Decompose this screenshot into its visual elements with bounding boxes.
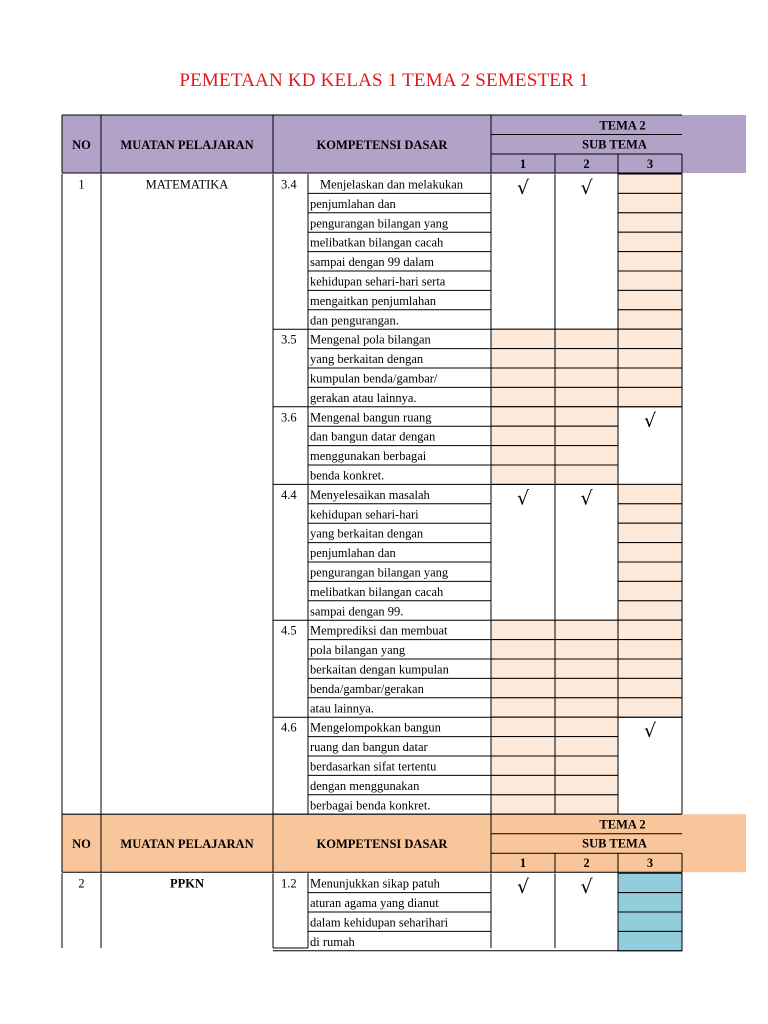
header-no: NO bbox=[72, 138, 91, 152]
shaded-cell bbox=[555, 659, 618, 678]
shaded-cell bbox=[491, 659, 555, 678]
row-number: 2 bbox=[78, 876, 85, 891]
shaded-cell bbox=[491, 717, 555, 736]
check-mark: √ bbox=[580, 487, 593, 510]
kd-text-line: Mengenal pola bilangan bbox=[310, 332, 431, 347]
shaded-cell bbox=[618, 349, 682, 368]
header-no: NO bbox=[72, 837, 91, 852]
shaded-cell bbox=[491, 407, 555, 426]
shaded-cell bbox=[618, 640, 682, 659]
header-subtema: SUB TEMA bbox=[582, 836, 647, 851]
check-mark: √ bbox=[516, 487, 530, 510]
header-muatan: MUATAN PELAJARAN bbox=[120, 138, 254, 152]
header-tema: TEMA 2 bbox=[599, 118, 646, 133]
shaded-cell bbox=[491, 368, 555, 387]
shaded-cell bbox=[555, 775, 618, 794]
header-tema: TEMA 2 bbox=[599, 817, 646, 832]
kd-text-line: pengurangan bilangan yang bbox=[310, 216, 449, 231]
shaded-cell bbox=[555, 795, 618, 814]
header-subtema-col: 3 bbox=[646, 856, 654, 871]
shaded-cell bbox=[618, 601, 682, 620]
check-mark: √ bbox=[580, 876, 593, 899]
kd-text-line: Memprediksi dan membuat bbox=[310, 623, 448, 638]
shaded-cell bbox=[618, 659, 682, 678]
check-mark: √ bbox=[643, 720, 657, 743]
header-subtema: SUB TEMA bbox=[582, 137, 647, 152]
kd-code: 3.5 bbox=[281, 332, 297, 347]
kd-text-line: Menjelaskan dan melakukan bbox=[320, 177, 464, 192]
shaded-cell bbox=[618, 698, 682, 717]
shaded-cell bbox=[555, 717, 618, 736]
shaded-cell bbox=[491, 329, 555, 348]
kd-text-line: penjumlahan dan bbox=[310, 546, 396, 561]
kd-text-line: melibatkan bilangan cacah bbox=[310, 235, 444, 250]
shaded-cell bbox=[555, 465, 618, 484]
kd-text-line: dalam kehidupan seharihari bbox=[310, 915, 449, 930]
shaded-cell bbox=[555, 640, 618, 659]
header-kompetensi: KOMPETENSI DASAR bbox=[316, 138, 448, 152]
shaded-cell bbox=[491, 349, 555, 368]
shaded-cell bbox=[618, 893, 682, 912]
kd-code: 4.4 bbox=[281, 487, 297, 502]
shaded-cell bbox=[555, 349, 618, 368]
kd-text-line: Menunjukkan sikap patuh bbox=[310, 876, 440, 891]
kd-text-line: pola bilangan yang bbox=[310, 643, 406, 658]
header-subtema-col: 3 bbox=[646, 157, 654, 171]
shaded-cell bbox=[618, 174, 682, 193]
shaded-cell bbox=[491, 387, 555, 406]
shaded-cell bbox=[618, 193, 682, 212]
page-title: PEMETAAN KD KELAS 1 TEMA 2 SEMESTER 1 bbox=[179, 70, 589, 91]
kd-text-line: berdasarkan sifat tertentu bbox=[310, 759, 437, 774]
kd-text-line: dengan menggunakan bbox=[310, 778, 420, 793]
kd-code: 3.4 bbox=[281, 177, 297, 192]
kd-text-line: Menyelesaikan masalah bbox=[310, 487, 430, 502]
shaded-cell bbox=[555, 426, 618, 445]
kd-text-line: di rumah bbox=[310, 934, 355, 949]
shaded-cell bbox=[491, 775, 555, 794]
shaded-cell bbox=[618, 620, 682, 639]
shaded-cell bbox=[618, 912, 682, 931]
kd-text-line: dan pengurangan. bbox=[310, 313, 399, 328]
kd-text-line: yang berkaitan dengan bbox=[310, 352, 424, 367]
kd-text-line: sampai dengan 99. bbox=[310, 604, 404, 619]
kd-text-line: ruang dan bangun datar bbox=[310, 740, 428, 755]
kd-text-line: gerakan atau lainnya. bbox=[310, 390, 417, 405]
subject-name: PPKN bbox=[169, 876, 205, 891]
shaded-cell bbox=[618, 368, 682, 387]
shaded-cell bbox=[491, 426, 555, 445]
shaded-cell bbox=[491, 465, 555, 484]
row-number: 1 bbox=[78, 177, 85, 192]
shaded-cell bbox=[618, 678, 682, 697]
kd-text-line: Mengelompokkan bangun bbox=[310, 720, 441, 735]
shaded-cell bbox=[491, 678, 555, 697]
shaded-cell bbox=[555, 387, 618, 406]
kd-code: 1.2 bbox=[281, 876, 297, 891]
subject-name: MATEMATIKA bbox=[145, 177, 229, 192]
kd-text-line: berbagai benda konkret. bbox=[310, 798, 431, 813]
shaded-cell bbox=[491, 698, 555, 717]
kd-text-line: kehidupan sehari-hari bbox=[310, 507, 419, 522]
shaded-cell bbox=[555, 698, 618, 717]
shaded-cell bbox=[555, 407, 618, 426]
shaded-cell bbox=[555, 329, 618, 348]
shaded-cell bbox=[618, 310, 682, 329]
shaded-cell bbox=[491, 737, 555, 756]
shaded-cell bbox=[618, 523, 682, 542]
shaded-cell bbox=[618, 387, 682, 406]
check-mark: √ bbox=[516, 876, 530, 899]
kd-text-line: Mengenal bangun ruang bbox=[310, 410, 432, 425]
kd-text-line: kehidupan sehari-hari serta bbox=[310, 274, 446, 289]
kd-text-line: benda/gambar/gerakan bbox=[310, 681, 424, 696]
kd-text-line: benda konkret. bbox=[310, 468, 385, 483]
check-mark: √ bbox=[580, 177, 593, 199]
kd-text-line: menggunakan berbagai bbox=[310, 449, 427, 464]
kd-code: 4.5 bbox=[281, 623, 297, 638]
kd-text-line: berkaitan dengan kumpulan bbox=[310, 662, 449, 677]
shaded-cell bbox=[555, 678, 618, 697]
shaded-cell bbox=[555, 368, 618, 387]
kd-text-line: yang berkaitan dengan bbox=[310, 526, 424, 541]
shaded-cell bbox=[491, 640, 555, 659]
kd-text-line: sampai dengan 99 dalam bbox=[310, 255, 434, 270]
shaded-cell bbox=[618, 213, 682, 232]
shaded-cell bbox=[618, 873, 682, 892]
kd-text-line: kumpulan benda/gambar/ bbox=[310, 371, 438, 386]
shaded-cell bbox=[618, 581, 682, 600]
shaded-cell bbox=[618, 562, 682, 581]
shaded-cell bbox=[555, 446, 618, 465]
header-subtema-col: 1 bbox=[519, 157, 527, 171]
kd-text-line: mengaitkan penjumlahan bbox=[310, 293, 437, 308]
kd-text-line: melibatkan bilangan cacah bbox=[310, 584, 444, 599]
header-subtema-col: 2 bbox=[583, 856, 590, 871]
check-mark: √ bbox=[643, 409, 657, 432]
shaded-cell bbox=[618, 931, 682, 950]
shaded-cell bbox=[491, 446, 555, 465]
header-kompetensi: KOMPETENSI DASAR bbox=[316, 837, 448, 852]
shaded-cell bbox=[618, 290, 682, 309]
shaded-cell bbox=[555, 620, 618, 639]
shaded-cell bbox=[491, 756, 555, 775]
shaded-cell bbox=[618, 271, 682, 290]
shaded-cell bbox=[618, 484, 682, 503]
shaded-cell bbox=[618, 232, 682, 251]
shaded-cell bbox=[618, 543, 682, 562]
kd-text-line: penjumlahan dan bbox=[310, 196, 396, 211]
shaded-cell bbox=[618, 252, 682, 271]
shaded-cell bbox=[491, 620, 555, 639]
kd-text-line: aturan agama yang dianut bbox=[310, 896, 439, 911]
kd-text-line: atau lainnya. bbox=[310, 701, 374, 716]
kd-text-line: dan bangun datar dengan bbox=[310, 429, 436, 444]
kd-code: 4.6 bbox=[281, 720, 297, 735]
shaded-cell bbox=[491, 795, 555, 814]
header-subtema-col: 1 bbox=[519, 856, 527, 871]
header-subtema-col: 2 bbox=[583, 157, 590, 171]
kd-text-line: pengurangan bilangan yang bbox=[310, 565, 449, 580]
kd-code: 3.6 bbox=[281, 410, 297, 425]
header-muatan: MUATAN PELAJARAN bbox=[120, 837, 254, 852]
shaded-cell bbox=[555, 756, 618, 775]
check-mark: √ bbox=[516, 177, 530, 199]
shaded-cell bbox=[618, 504, 682, 523]
shaded-cell bbox=[555, 737, 618, 756]
shaded-cell bbox=[618, 329, 682, 348]
